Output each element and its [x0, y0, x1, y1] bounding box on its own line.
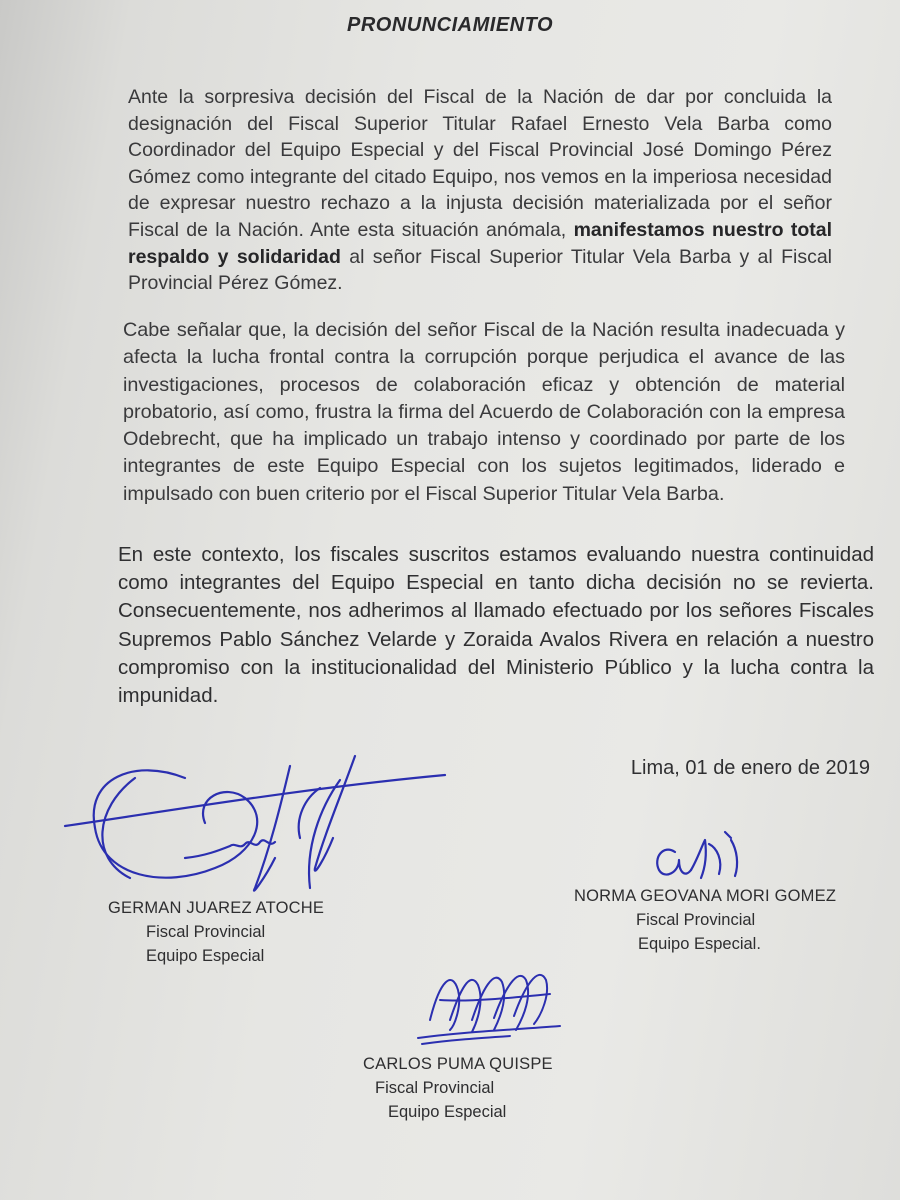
signatory-1-unit: Equipo Especial: [146, 947, 265, 965]
signatory-3: [363, 1052, 553, 1124]
signature-3-icon: [410, 950, 570, 1050]
signatory-3-name: CARLOS PUMA QUISPE: [363, 1055, 553, 1073]
document-title: PRONUNCIAMIENTO: [346, 14, 554, 36]
paragraph-3: En este contexto, los fiscales suscritos estamos evaluando nuestra continuidad como integrantes del Equipo Especial en tanto dicha decisión no se revierta. Consecuentemente, nos adherimos al llamado efectuado por los señores Fiscales Supremos Pablo Sánchez Velarde y Zoraida Avalos Rivera en relación a nuestro compromiso con la institucionalidad del Ministerio Público y la lucha contra la impunidad.: [118, 543, 874, 708]
signatory-2-name: NORMA GEOVANA MORI GOMEZ: [574, 887, 837, 905]
signatory-1-role: Fiscal Provincial: [146, 923, 266, 941]
paragraph-1-bold-text: manifestamos nuestro total respaldo y solidaridad: [128, 218, 833, 268]
signature-1-icon: [55, 738, 455, 918]
signatory-3-unit: Equipo Especial: [388, 1103, 507, 1121]
signatory-2-role: Fiscal Provincial: [636, 911, 756, 929]
signatory-2-unit: Equipo Especial.: [638, 935, 761, 953]
paragraph-1: [128, 84, 832, 297]
signatory-1: [108, 896, 324, 968]
signatory-3-role: Fiscal Provincial: [375, 1079, 495, 1097]
paragraph-1-text: Ante la sorpresiva decisión del Fiscal de la Nación de dar por concluida la designación del Fiscal Superior Titular Rafael Ernesto Vela Barba como Coordinador del Equipo Especial y del Fiscal Provincial José Domingo Pérez Gómez como integrante del citado Equipo, nos vemos en la imperiosa necesidad de expresar nuestro rechazo a la injusta decisión materializada por el señor Fiscal de la Nación. Ante esta situación anómala,: [128, 86, 832, 241]
place-date: Lima, 01 de enero de 2019: [630, 757, 870, 779]
signatory-2: [574, 884, 836, 956]
signatory-1-name: GERMAN JUAREZ ATOCHE: [108, 899, 325, 917]
paragraph-1-text-end: al señor Fiscal Superior Titular Vela Barba y al Fiscal Provincial Pérez Gómez.: [128, 245, 833, 295]
paragraph-2: Cabe señalar que, la decisión del señor Fiscal de la Nación resulta inadecuada y afecta la lucha frontal contra la corrupción porque perjudica el avance de las investigaciones, procesos de colaboración eficaz y obtención de material probatorio, así como, frustra la firma del Acuerdo de Colaboración con la empresa Odebrecht, que ha implicado un trabajo intenso y coordinado por parte de los integrantes de este Equipo Especial con los sujetos legitimados, liderado e impulsado con buen criterio por el Fiscal Superior Titular Vela Barba.: [123, 319, 845, 505]
